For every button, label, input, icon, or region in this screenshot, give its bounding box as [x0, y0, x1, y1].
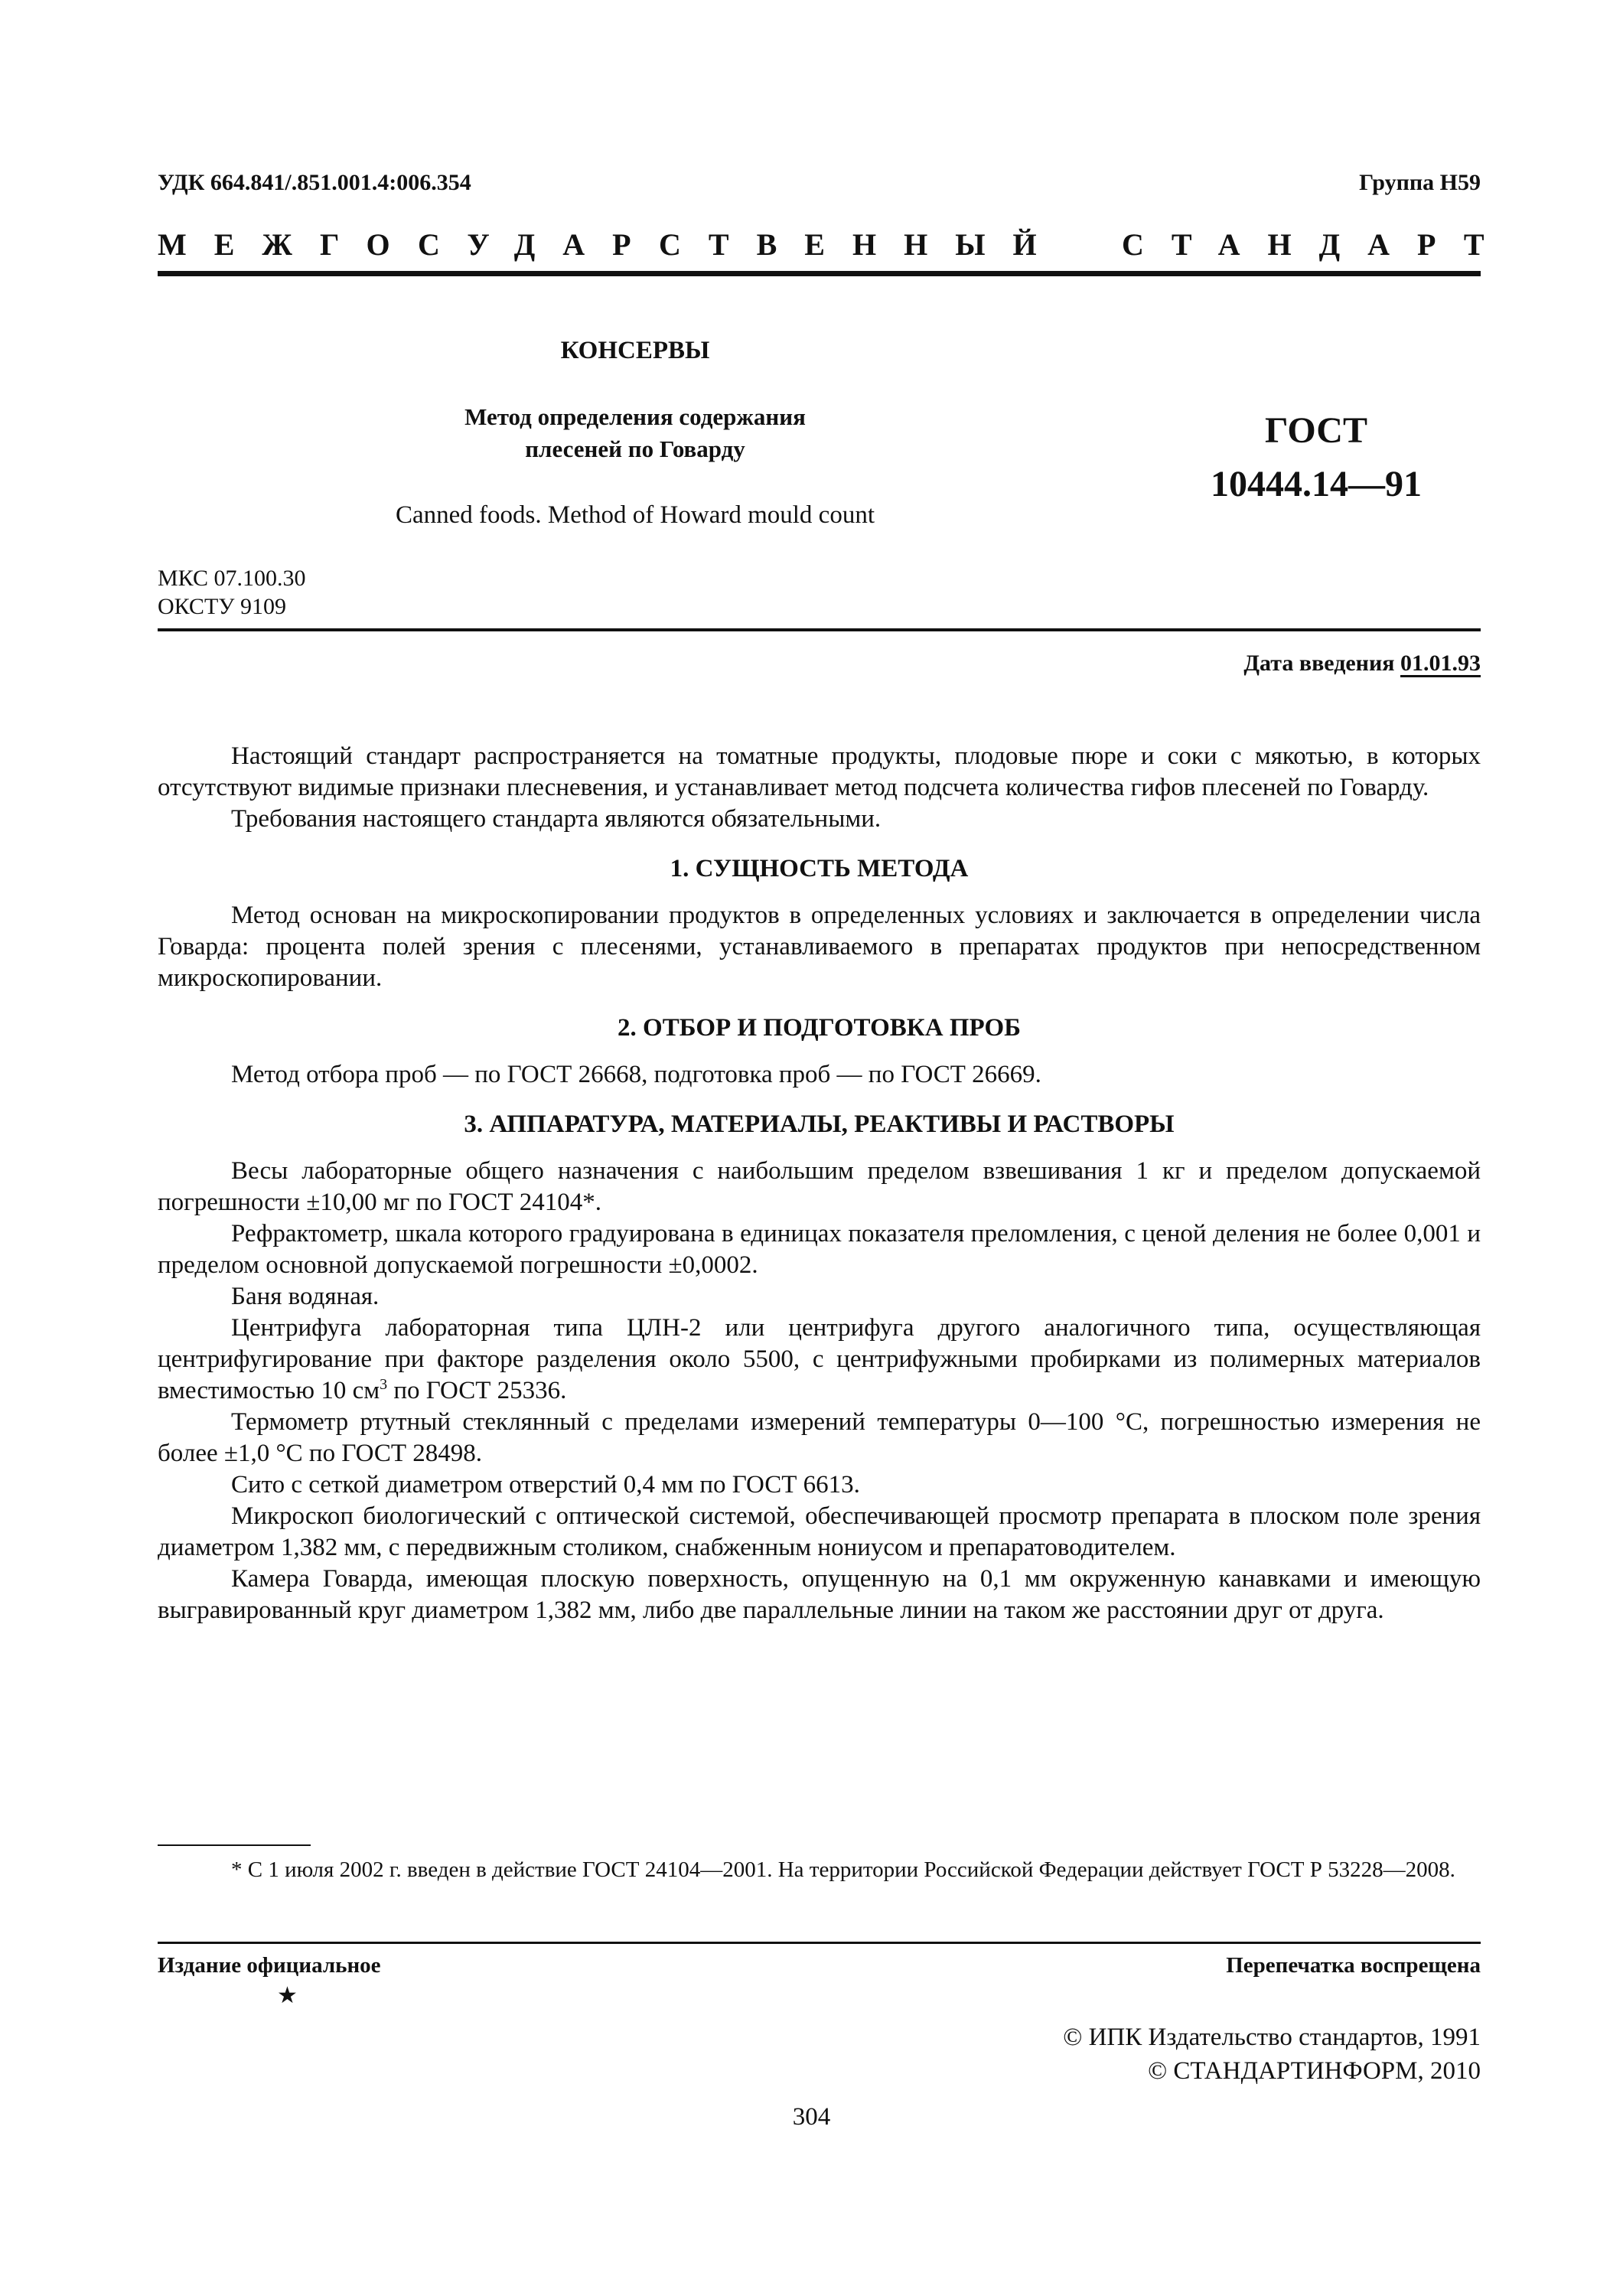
star-icon: ★ [277, 1983, 298, 2008]
banner-right: СТАНДАРТ [1122, 227, 1512, 262]
banner-left: МЕЖГОСУДАРСТВЕННЫЙ [158, 227, 1064, 262]
date-value: 01.01.93 [1400, 651, 1481, 676]
subtitle-line: плесеней по Говарду [525, 435, 745, 462]
intro [158, 741, 1481, 835]
superscript: 3 [380, 1376, 388, 1393]
paragraph: Рефрактометр, шкала которого градуирована в единицах показателя преломления, с ценой деления не более 0,001 и пределом основной допускаемой погрешности ±0,0002. [158, 1220, 1481, 1279]
standard-banner [158, 227, 1512, 263]
page-number: 304 [792, 2103, 831, 2131]
english-title: Canned foods. Method of Howard mould count [396, 501, 875, 529]
document-body [158, 741, 1481, 1626]
gost-label: ГОСТ [1265, 410, 1367, 451]
footnote: * С 1 июля 2002 г. введен в действие ГОСТ 24104—2001. На территории Российской Федерации действует ГОСТ Р 53228—2008. [231, 1857, 1455, 1882]
paragraph: Термометр ртутный стеклянный с пределами измерений температуры 0—100 °С, погрешностью измерения не более ±1,0 °С по ГОСТ 28498. [158, 1408, 1481, 1467]
udk-code: УДК 664.841/.851.001.4:006.354 [158, 170, 471, 195]
section-heading: 3. АППАРАТУРА, МАТЕРИАЛЫ, РЕАКТИВЫ И РАСТВОРЫ [464, 1110, 1175, 1138]
section-heading: 2. ОТБОР И ПОДГОТОВКА ПРОБ [618, 1014, 1021, 1042]
official-edition: Издание официальное [158, 1953, 381, 1978]
classification-codes [158, 564, 305, 621]
apparatus-list [158, 1156, 1481, 1626]
introduction-date [1243, 651, 1481, 677]
paragraph: Настоящий стандарт распространяется на томатные продукты, плодовые пюре и соки с мякотью, в которых отсутствуют видимые признаки плесневения, и устанавливает метод подсчета количества гифов плесеней по Говарду. [158, 742, 1481, 801]
okstu-code: ОКСТУ 9109 [158, 594, 287, 619]
document-title: КОНСЕРВЫ [560, 337, 710, 364]
mks-code: МКС 07.100.30 [158, 566, 306, 591]
paragraph: Микроскоп биологический с оптической системой, обеспечивающей просмотр препарата в плоском поле зрения диаметром 1,382 мм, с передвижным столиком, снабженным нониусом и препаратоводителем. [158, 1502, 1481, 1561]
paragraph: Сито с сеткой диаметром отверстий 0,4 мм по ГОСТ 6613. [231, 1471, 860, 1499]
paragraph: Требования настоящего стандарта являются обязательными. [231, 805, 882, 833]
document-subtitle [329, 401, 941, 465]
copyright [1063, 2020, 1481, 2088]
paragraph [158, 1313, 1481, 1407]
paragraph: Камера Говарда, имеющая плоскую поверхность, опущенную на 0,1 мм окруженную канавками и имеющую выгравированный круг диаметром 1,382 мм, либо две параллельные линии на таком же расстоянии друг от друга. [158, 1565, 1481, 1624]
group-code: Группа Н59 [1359, 170, 1481, 195]
copyright-line: © ИПК Издательство стандартов, 1991 [1063, 2024, 1481, 2051]
paragraph: Баня водяная. [231, 1283, 380, 1310]
paragraph-text: Центрифуга лабораторная типа ЦЛН-2 или центрифуга другого аналогичного типа, осуществляющая центрифугирование при факторе разделения около 5500, с центрифужными пробирками из полимерных материалов вместимостью 10 см [158, 1314, 1481, 1404]
footer-rule [158, 1942, 1481, 1944]
gost-number: 10444.14—91 [1211, 464, 1422, 504]
subtitle-line: Метод определения содержания [464, 403, 806, 430]
paragraph: Метод отбора проб — по ГОСТ 26668, подготовка проб — по ГОСТ 26669. [231, 1061, 1041, 1088]
copyright-line: © СТАНДАРТИНФОРМ, 2010 [1148, 2057, 1481, 2085]
paragraph: Весы лабораторные общего назначения с наибольшим пределом взвешивания 1 кг и пределом допускаемой погрешности ±10,00 мг по ГОСТ 24104*. [158, 1157, 1481, 1216]
paragraph: Метод основан на микроскопировании продуктов в определенных условиях и заключается в определении числа Говарда: процента полей зрения с плесенями, устанавливаемого в препаратах продуктов при непосредственном микроскопировании. [158, 902, 1481, 992]
reprint-notice: Перепечатка воспрещена [1226, 1953, 1481, 1978]
section-heading: 1. СУЩНОСТЬ МЕТОДА [670, 855, 969, 882]
footnote-rule [158, 1844, 311, 1846]
paragraph-text: по ГОСТ 25336. [387, 1377, 567, 1404]
date-label: Дата введения [1243, 651, 1395, 676]
header-rule [158, 271, 1481, 276]
codes-rule [158, 628, 1481, 631]
